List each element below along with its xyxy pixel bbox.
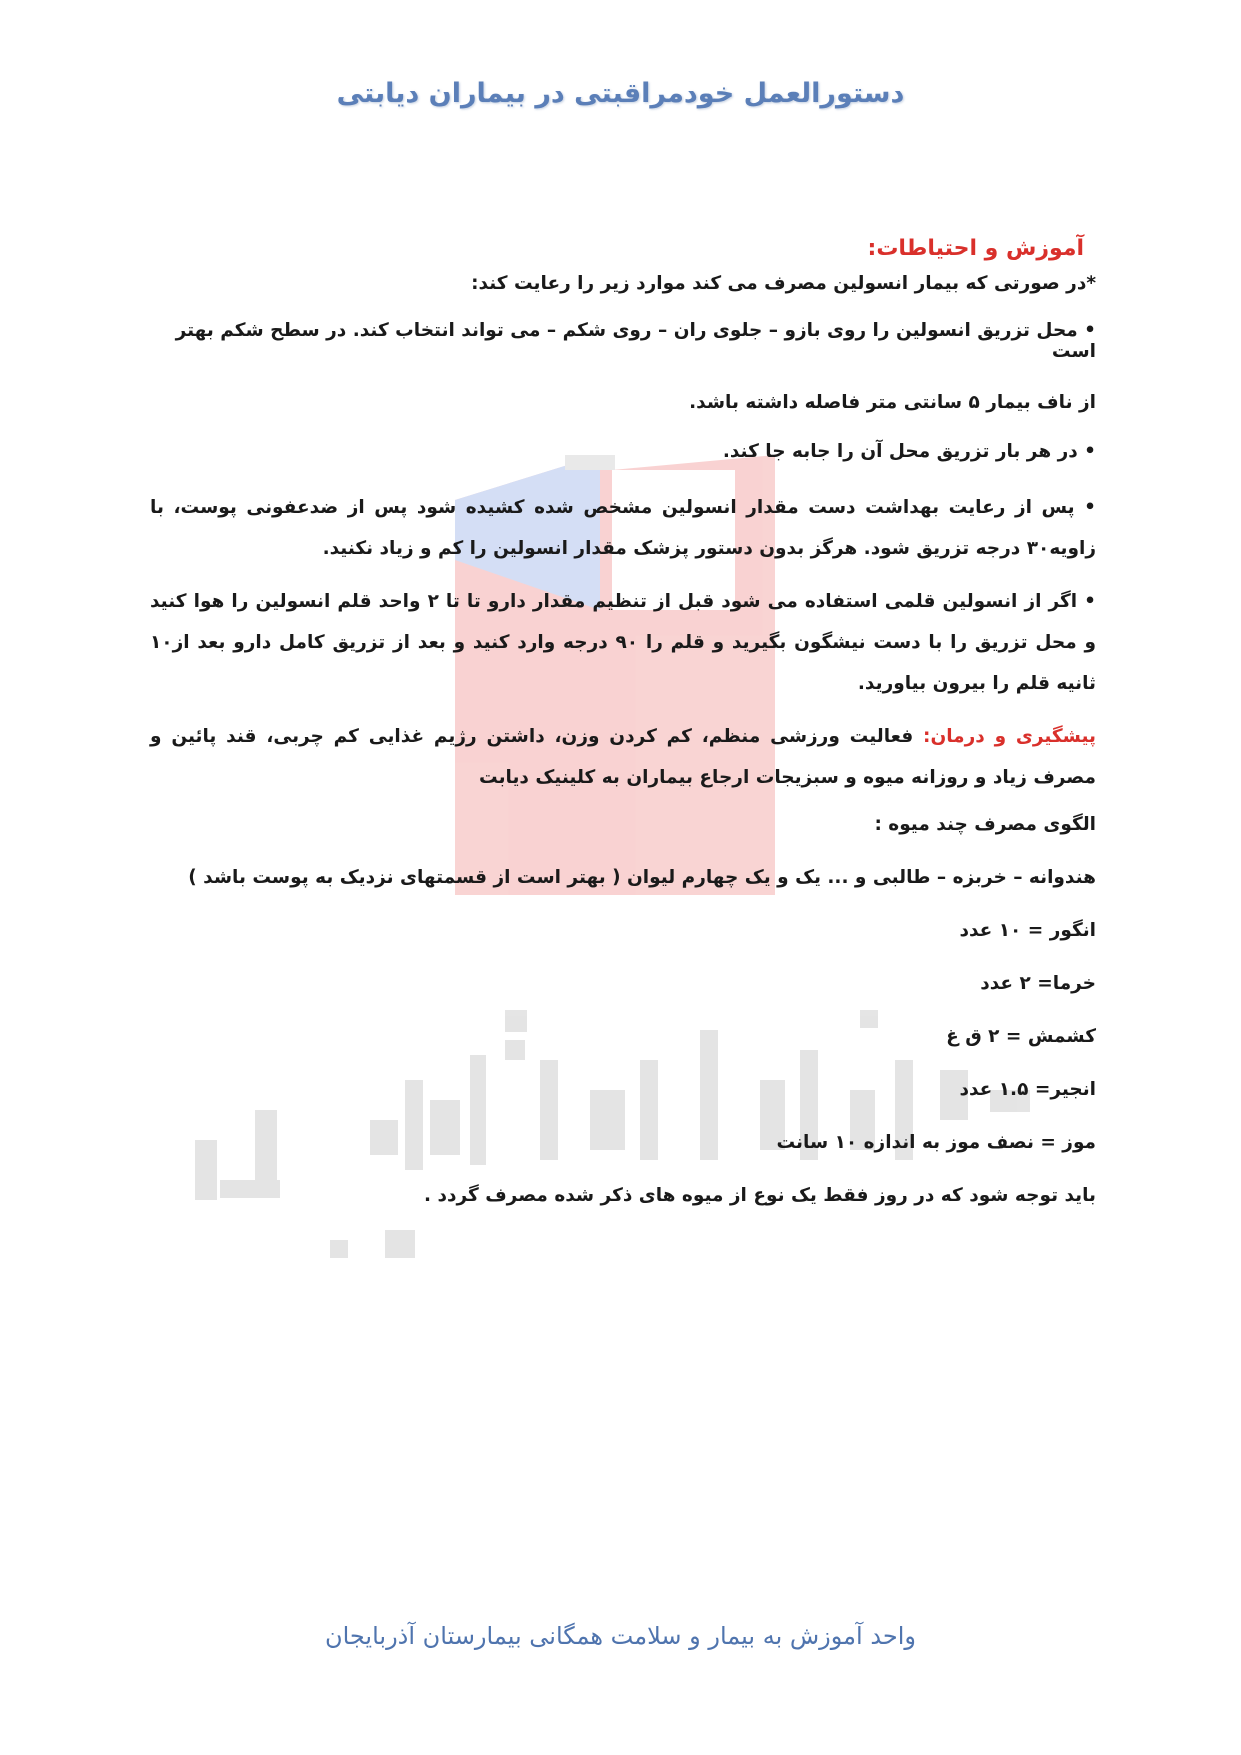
- bullet-injection-procedure: • پس از رعایت بهداشت دست مقدار انسولین مشخص شده کشیده شود پس از ضدعفونی پوست، با زاویه۳۰ درجه تزریق شود. هرگز بدون دستور پزشک مقدار انسولین را کم و زیاد نکنید.: [150, 497, 1096, 559]
- document-body: [150, 236, 1096, 1206]
- page-footer: واحد آموزش به بیمار و سلامت همگانی بیمارستان آذربایجان: [324, 1622, 917, 1650]
- intro-paragraph: *در صورتی که بیمار انسولین مصرف می کند موارد زیر را رعایت کند:: [471, 273, 1096, 294]
- page-title: دستورالعمل خودمراقبتی در بیماران دیابتی: [336, 78, 905, 109]
- fruit-item-raisin: کشمش = ۲ ق غ: [946, 1026, 1096, 1047]
- fruit-item-grape: انگور = ۱۰ عدد: [959, 920, 1096, 941]
- fruit-heading: الگوی مصرف چند میوه :: [874, 814, 1096, 835]
- fruit-item-fig: انجیر= ۱.۵ عدد: [959, 1079, 1096, 1100]
- fruit-item-date: خرما= ۲ عدد: [980, 973, 1096, 994]
- closing-note: باید توجه شود که در روز فقط یک نوع از میوه های ذکر شده مصرف گردد .: [424, 1185, 1096, 1206]
- prevention-label: پیشگیری و درمان:: [923, 726, 1097, 747]
- prevention-paragraph: [150, 716, 1096, 798]
- bullet-rotate-site: • در هر بار تزریق محل آن را جابه جا کند.: [722, 441, 1096, 462]
- bullet-insulin-pen: • اگر از انسولین قلمی استفاده می شود قبل از تنظیم مقدار دارو تا تا ۲ واحد قلم انسولین را هوا کنید و محل تزریق را با دست نیشگون بگیرید و قلم را ۹۰ درجه وارد کنید و بعد از تزریق کامل دارو بعد از۱۰ ثانیه قلم را بیرون بیاورید.: [150, 591, 1096, 694]
- bullet-injection-site-line1: • محل تزریق انسولین را روی بازو – جلوی ران – روی شکم – می تواند انتخاب کند. در سطح شکم بهتر است: [175, 320, 1096, 362]
- section-heading-education: آموزش و احتیاطات:: [867, 236, 1084, 261]
- fruit-item-banana: موز = نصف موز به اندازه ۱۰ سانت: [776, 1132, 1096, 1153]
- prevention-text: فعالیت ورزشی منظم، کم کردن وزن، داشتن رژیم غذایی کم چربی، قند پائین و مصرف زیاد و روزانه میوه و سبزیجات ارجاع بیماران به کلینیک دیابت: [150, 726, 1096, 788]
- fruit-item-melon: هندوانه – خربزه – طالبی و ... یک و یک چهارم لیوان ( بهتر است از قسمتهای نزدیک به پوست باشد ): [188, 867, 1096, 888]
- bullet-injection-site-line2: از ناف بیمار ۵ سانتی متر فاصله داشته باشد.: [689, 392, 1096, 413]
